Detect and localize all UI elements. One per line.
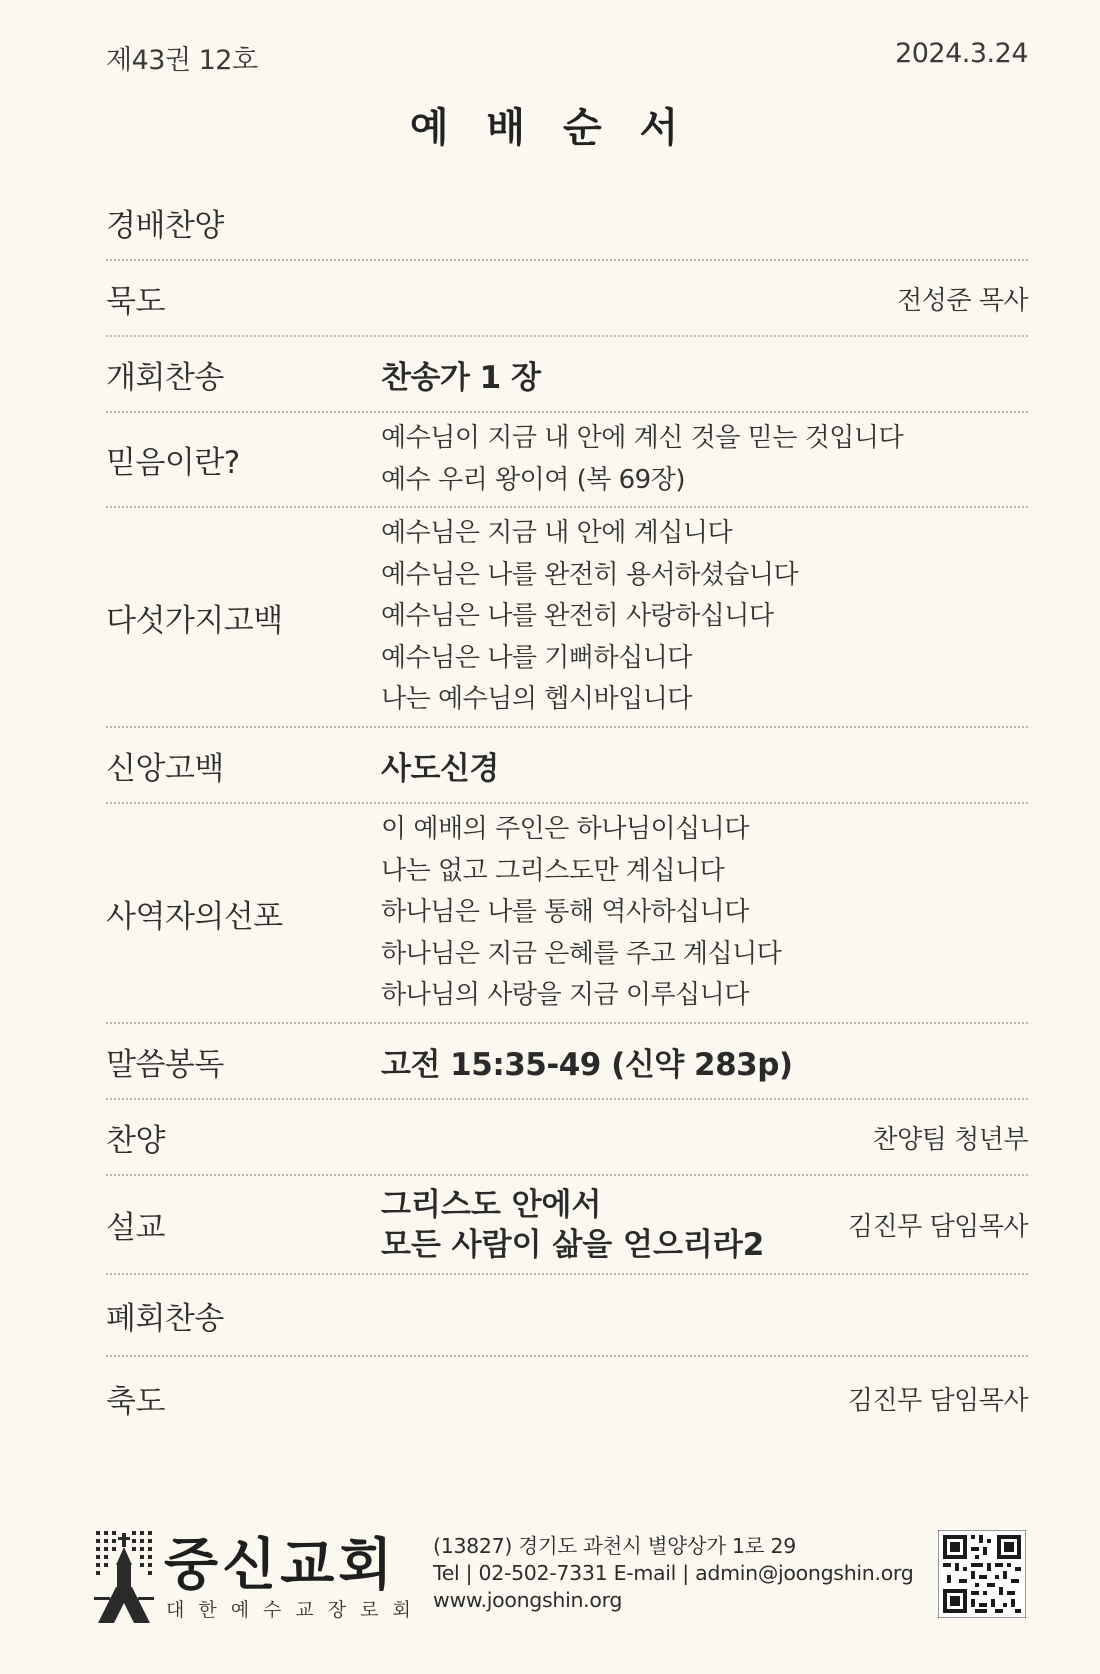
header [106,38,1028,77]
text-line: 예수님은 나를 기뻐하십니다 [381,642,692,673]
phone-email: Tel | 02-502-7331 E-mail | admin@joongshin.org [433,1561,914,1585]
text-line: 하나님은 지금 은혜를 주고 계십니다 [381,938,782,969]
order-row-creed [106,728,1028,804]
order-row-benediction [106,1357,1028,1439]
text-line: 그리스도 안에서 [381,1186,602,1223]
faith-lines [381,418,1028,501]
text-line: 이 예배의 주인은 하나님이십니다 [381,814,749,845]
order-row-five-confessions [106,508,1028,728]
qr-code-icon[interactable] [938,1530,1026,1618]
officiant: 찬양팀 청년부 [872,1124,1028,1155]
order-label: 설교 [106,1210,165,1246]
order-label: 축도 [106,1383,165,1420]
sermon-title [381,1185,848,1265]
order-row-faith [106,413,1028,508]
order-label: 사역자의선포 [106,898,283,935]
issue-number: 제43권 12호 [106,45,258,76]
order-label: 찬양 [106,1122,165,1159]
contact-info [433,1533,913,1614]
text-line: 예수님이 지금 내 안에 계신 것을 믿는 것입니다 [381,423,904,453]
text-line: 나는 예수님의 헵시바입니다 [381,684,692,715]
text-line: 예수님은 나를 완전히 사랑하십니다 [381,601,774,632]
order-label: 폐회찬송 [106,1300,224,1337]
order-label: 신앙고백 [106,750,224,787]
hymn-number: 찬송가 1 장 [381,359,541,396]
text-line: 하나님은 나를 통해 역사하십니다 [381,897,749,928]
order-label: 다섯가지고백 [106,602,283,639]
footer [94,1527,1030,1627]
worship-order [106,185,1028,1439]
officiant: 전성준 목사 [897,285,1028,316]
confession-lines [381,513,1028,721]
order-row-worship-praise [106,185,1028,261]
order-label: 경배찬양 [106,207,224,244]
creed-name: 사도신경 [381,750,499,787]
order-row-declaration [106,804,1028,1024]
church-name: 중신교회 [164,1533,397,1598]
text-line: 하나님의 사랑을 지금 이루십니다 [381,980,749,1011]
bulletin-date: 2024.3.24 [895,38,1028,69]
order-label: 개회찬송 [106,359,224,396]
officiant: 김진무 담임목사 [847,1212,1028,1242]
text-line: 모든 사람이 삶을 얻으리라2 [381,1226,765,1263]
text-line: 예수님은 나를 완전히 용서하셨습니다 [381,559,799,590]
order-row-closing-hymn [106,1275,1028,1357]
order-row-sermon [106,1176,1028,1275]
order-row-praise [106,1100,1028,1176]
scripture-reference: 고전 15:35-49 (신약 283p) [381,1046,793,1083]
text-line: 예수 우리 왕이여 (복 69장) [381,464,685,495]
declaration-lines [381,809,1028,1017]
text-line: 나는 없고 그리스도만 계십니다 [381,855,725,886]
website-link[interactable]: www.joongshin.org [433,1588,623,1612]
text-line: 예수님은 지금 내 안에 계십니다 [381,518,733,549]
order-row-scripture [106,1024,1028,1100]
church-tower-icon [94,1531,154,1623]
denomination: 대한예수교장로회 [166,1599,425,1621]
officiant: 김진무 담임목사 [847,1385,1028,1416]
address: (13827) 경기도 과천시 별양상가 1로 29 [433,1534,796,1558]
order-label: 믿음이란? [106,445,240,481]
order-row-prayer [106,261,1028,337]
order-label: 말씀봉독 [106,1046,224,1083]
order-row-opening-hymn [106,337,1028,413]
order-label: 묵도 [106,283,165,320]
page-title: 예 배 순 서 [409,105,691,151]
